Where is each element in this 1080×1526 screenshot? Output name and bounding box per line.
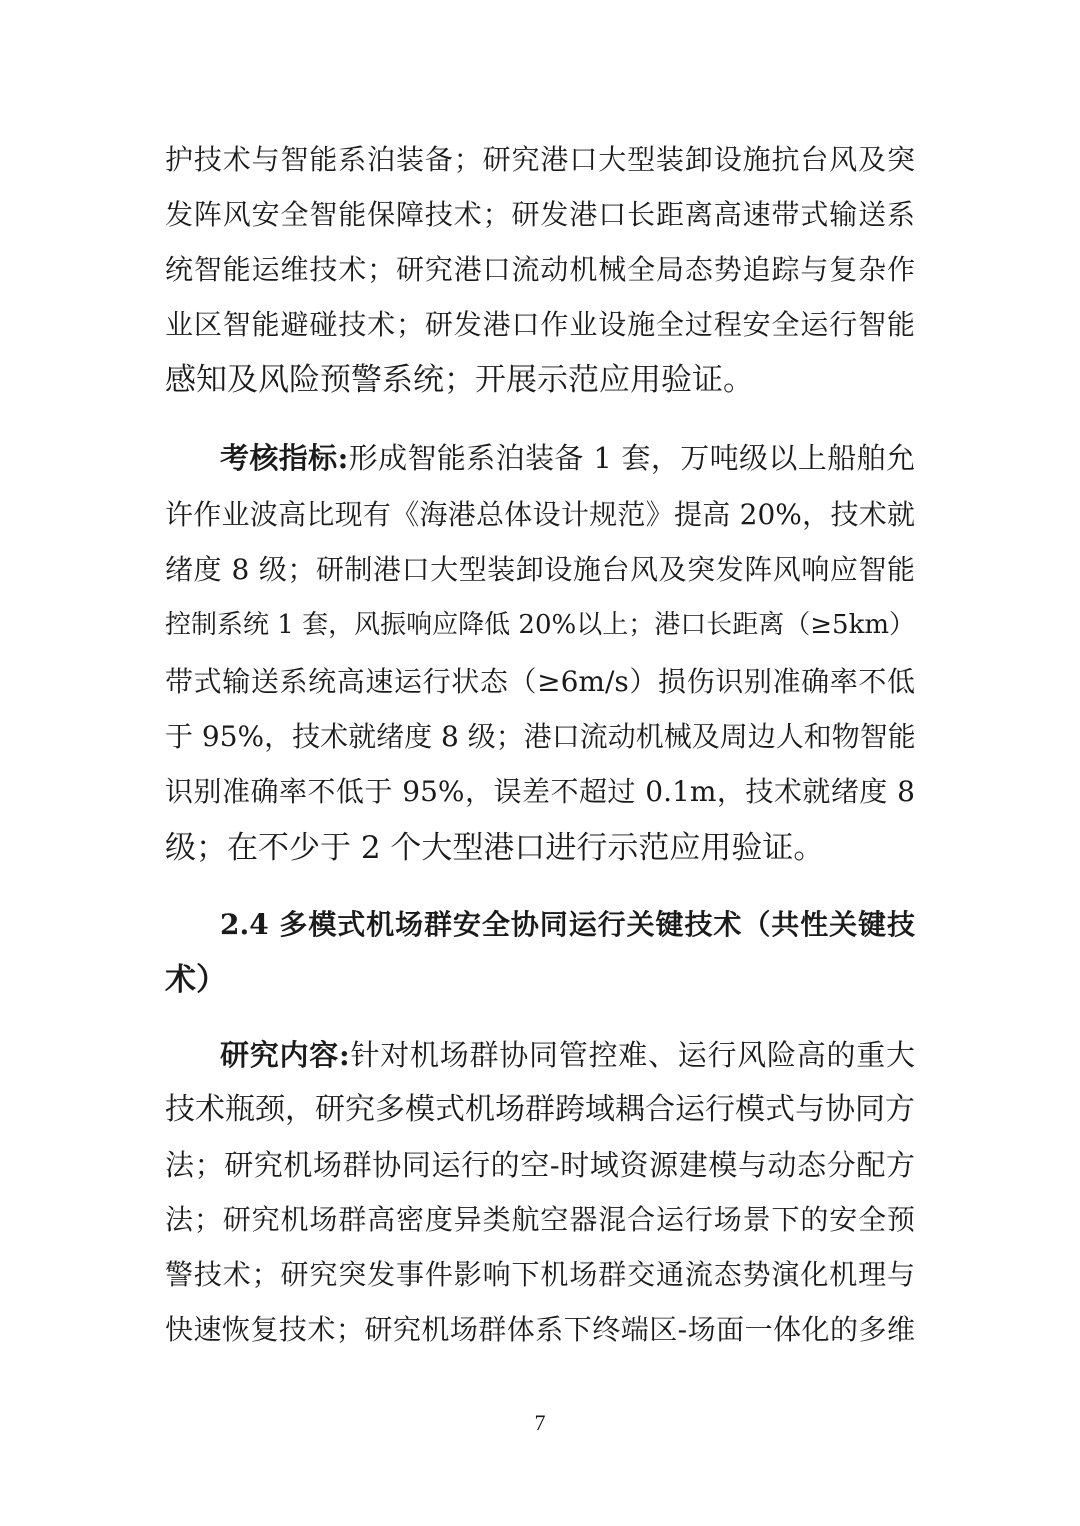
assessment-first-line-text: 形成智能系泊装备 1 套，万吨级以上船舶允 — [348, 441, 915, 475]
paragraph-line: 法；研究机场群高密度异类航空器混合运行场景下的安全预 — [165, 1203, 915, 1236]
section-heading-continued: 术） — [165, 962, 227, 998]
paragraph-line: 业区智能避碰技术；研发港口作业设施全过程安全运行智能 — [165, 308, 915, 341]
paragraph-line: 警技术；研究突发事件影响下机场群交通流态势演化机理与 — [165, 1258, 915, 1291]
assessment-first-line — [220, 433, 915, 483]
paragraph-line: 带式输送系统高速运行状态（≥6m/s）损伤识别准确率不低 — [165, 665, 915, 698]
research-first-line — [220, 1030, 915, 1080]
assessment-label: 考核指标: — [220, 441, 349, 475]
paragraph-line: 发阵风安全智能保障技术；研发港口长距离高速带式输送系 — [165, 198, 915, 231]
paragraph-line: 护技术与智能系泊装备；研究港口大型装卸设施抗台风及突 — [165, 143, 915, 176]
paragraph-line: 许作业波高比现有《海港总体设计规范》提高 20%，技术就 — [165, 498, 915, 531]
paragraph-line: 法；研究机场群协同运行的空-时域资源建模与动态分配方 — [165, 1148, 915, 1182]
paragraph-line: 技术瓶颈，研究多模式机场群跨域耦合运行模式与协同方 — [165, 1092, 915, 1127]
paragraph-line: 绪度 8 级；研制港口大型装卸设施台风及突发阵风响应智能 — [165, 553, 915, 586]
paragraph-line: 识别准确率不低于 95%，误差不超过 0.1m，技术就绪度 8 — [165, 775, 915, 808]
research-first-line-text: 针对机场群协同管控难、运行风险高的重大 — [349, 1038, 915, 1072]
research-label: 研究内容: — [220, 1038, 350, 1072]
paragraph-line: 于 95%，技术就绪度 8 级；港口流动机械及周边人和物智能 — [165, 720, 916, 753]
paragraph-line: 级；在不少于 2 个大型港口进行示范应用验证。 — [165, 830, 825, 866]
paragraph-line: 控制系统 1 套，风振响应降低 20%以上；港口长距离（≥5km） — [165, 610, 915, 640]
paragraph-line: 快速恢复技术；研究机场群体系下终端区-场面一体化的多维 — [165, 1313, 915, 1346]
paragraph-line: 统智能运维技术；研究港口流动机械全局态势追踪与复杂作 — [165, 253, 915, 286]
section-heading: 2.4 多模式机场群安全协同运行关键技术（共性关键技 — [220, 908, 915, 941]
paragraph-line: 感知及风险预警系统；开展示范应用验证。 — [165, 362, 754, 398]
page-number: 7 — [534, 1410, 546, 1435]
